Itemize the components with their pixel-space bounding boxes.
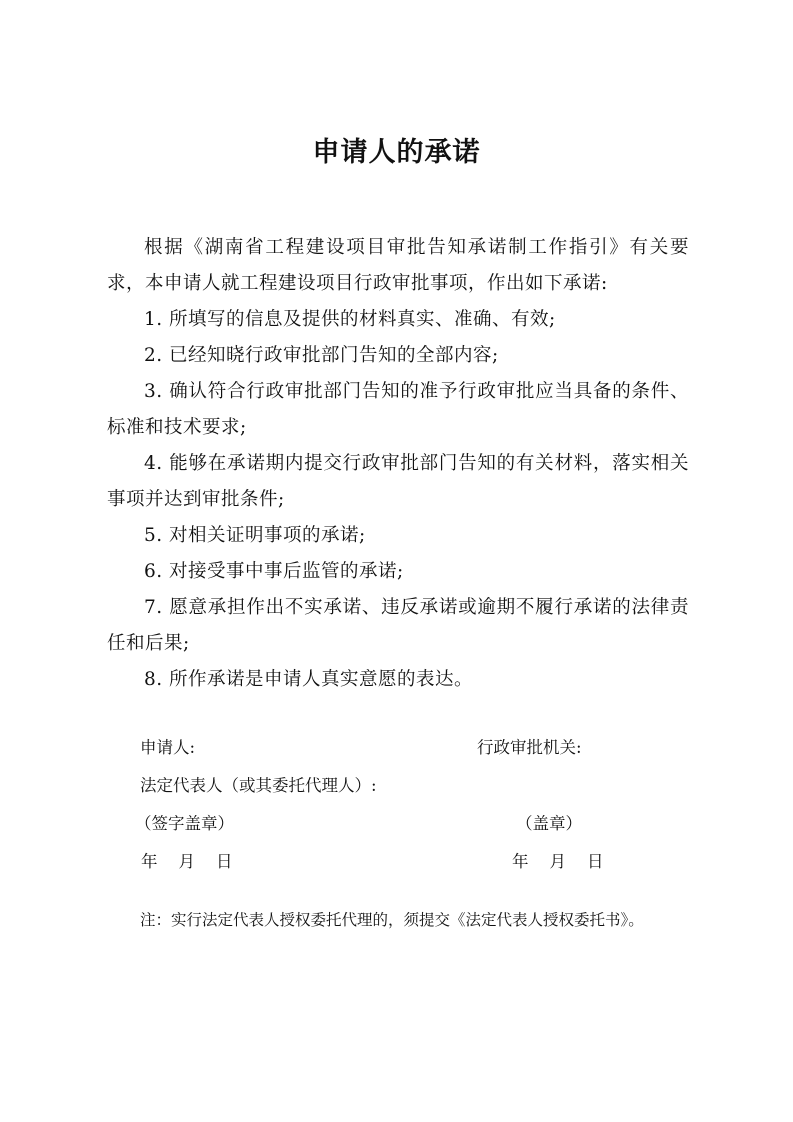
commitment-item-2: 2. 已经知晓行政审批部门告知的全部内容; — [144, 345, 499, 366]
footnote: 注：实行法定代表人授权委托代理的，须提交《法定代表人授权委托书》。 — [140, 911, 644, 929]
applicant-label: 申请人: — [140, 738, 196, 757]
date-right: 年 月 日 — [512, 852, 604, 871]
seal-label: （盖章） — [516, 814, 582, 833]
commitment-item-3: 3. 确认符合行政审批部门告知的准予行政审批应当具备的条件、标准和技术要求; — [107, 381, 689, 438]
commitment-item-6: 6. 对接受事中事后监管的承诺; — [144, 561, 404, 582]
commitment-item-4: 4. 能够在承诺期内提交行政审批部门告知的有关材料，落实相关事项并达到审批条件; — [107, 453, 689, 510]
authority-label: 行政审批机关: — [477, 738, 582, 757]
commitment-item-8: 8. 所作承诺是申请人真实意愿的表达。 — [144, 669, 474, 690]
intro-paragraph: 根据《湖南省工程建设项目审批告知承诺制工作指引》有关要求，本申请人就工程建设项目行政审批事项，作出如下承诺: — [107, 237, 689, 294]
commitment-item-7: 7. 愿意承担作出不实承诺、违反承诺或逾期不履行承诺的法律责任和后果; — [107, 597, 689, 654]
commitment-body — [107, 230, 689, 698]
page-title: 申请人的承诺 — [312, 137, 481, 168]
commitment-item-5: 5. 对相关证明事项的承诺; — [144, 525, 366, 546]
commitment-item-1: 1. 所填写的信息及提供的材料真实、准确、有效; — [144, 309, 556, 330]
sign-seal-label: （签字盖章） — [135, 814, 234, 833]
legal-rep-label: 法定代表人（或其委托代理人）: — [140, 776, 377, 795]
date-left: 年 月 日 — [141, 852, 233, 871]
